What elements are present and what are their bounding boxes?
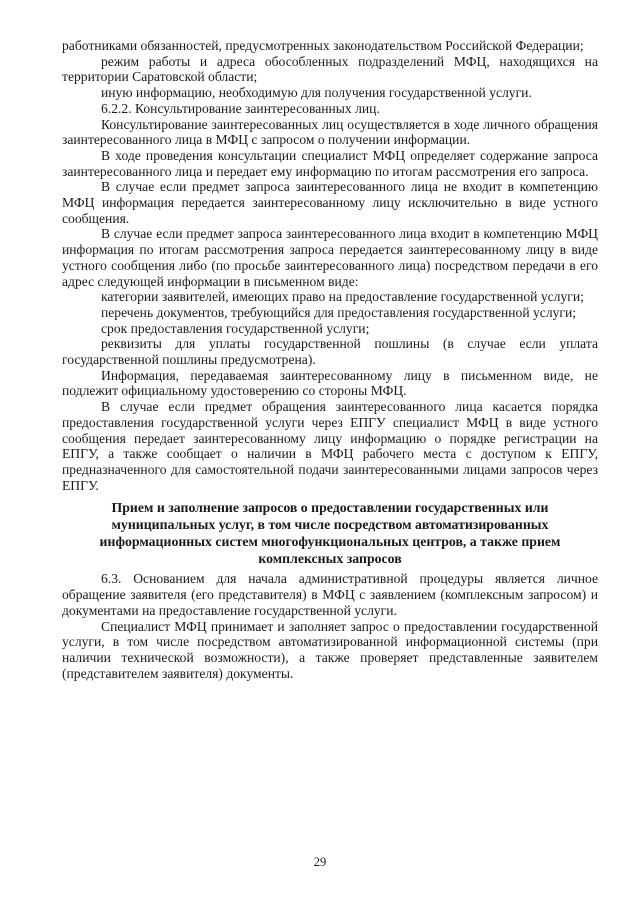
paragraph: 6.2.2. Консультирование заинтересованных лиц. <box>101 100 380 116</box>
section-before-heading <box>62 38 598 493</box>
paragraph: Консультирование заинтересованных лиц осуществляется в ходе личного обращения заинтересованного лица в МФЦ с запросом о получении информации. <box>62 116 598 148</box>
paragraph: реквизиты для уплаты государственной пошлины (в случае если уплата государственной пошлины предусмотрена). <box>62 336 598 368</box>
section-heading: Прием и заполнение запросов о предоставлении государственных или муниципальных услуг, в том числе посредством автоматизированных информационных систем многофункциональных центров, а также прием комплексных запросов <box>99 500 561 567</box>
paragraph: Информация, передаваемая заинтересованному лицу в письменном виде, не подлежит официальному удостоверению со стороны МФЦ. <box>62 367 598 399</box>
page-number: 29 <box>313 855 327 869</box>
paragraph: работниками обязанностей, предусмотренных законодательством Российской Федерации; <box>62 38 584 53</box>
section-after-heading <box>62 571 598 681</box>
paragraph: В ходе проведения консультации специалист МФЦ определяет содержание запроса заинтересованного лица и передает ему информацию по итогам рассмотрения его запроса. <box>62 147 598 179</box>
paragraph: иную информацию, необходимую для получения государственной услуги. <box>101 85 532 101</box>
paragraph: В случае если предмет запроса заинтересованного лица не входит в компетенцию МФЦ информация передается заинтересованному лицу исключительно в виде устного сообщения. <box>62 179 598 226</box>
paragraph: перечень документов, требующийся для предоставления государственной услуги; <box>101 304 577 320</box>
page-content <box>62 38 598 681</box>
paragraph: 6.3. Основанием для начала административной процедуры является личное обращение заявителя (его представителя) в МФЦ с заявлением (комплексным запросом) и документами на предоставление государственной услуги. <box>62 571 598 618</box>
paragraph: В случае если предмет обращения заинтересованного лица касается порядка предоставления государственной услуги через ЕПГУ специалист МФЦ в виде устного сообщения передает заинтересованному лицу информацию о порядке регистрации на ЕПГУ, а также сообщает о наличии в МФЦ рабочего места с доступом к ЕПГУ, предназначенного для самостоятельной подачи заинтересованными лицами запросов через ЕПГУ. <box>62 399 598 493</box>
paragraph: срок предоставления государственной услуги; <box>101 320 370 336</box>
paragraph: Специалист МФЦ принимает и заполняет запрос о предоставлении государственной услуги, в том числе посредством автоматизированной информационной системы (при наличии технической возможности), а также проверяет представленные заявителем (представителем заявителя) документы. <box>62 618 598 681</box>
paragraph: В случае если предмет запроса заинтересованного лица входит в компетенцию МФЦ информация по итогам рассмотрения запроса передается заинтересованному лицу в виде устного сообщения либо (по просьбе заинтересованного лица) посредством передачи в его адрес следующей информации в письменном виде: <box>62 226 598 289</box>
paragraph: категории заявителей, имеющих право на предоставление государственной услуги; <box>101 289 584 305</box>
paragraph: режим работы и адреса обособленных подразделений МФЦ, находящихся на территории Саратовской области; <box>62 53 598 85</box>
